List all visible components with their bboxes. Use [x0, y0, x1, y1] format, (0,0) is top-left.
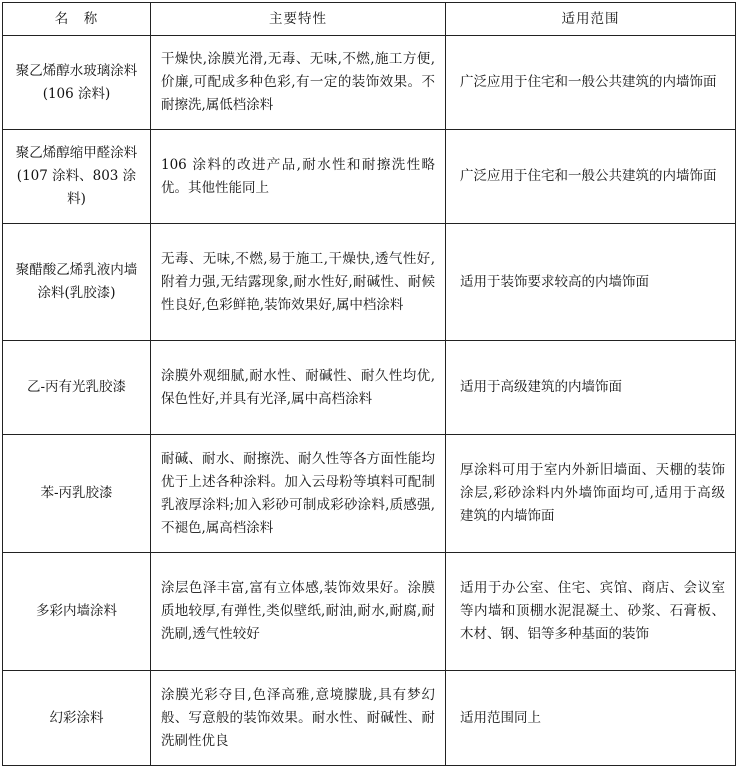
coating-name: 乙-丙有光乳胶漆	[3, 341, 151, 435]
header-properties: 主要特性	[151, 3, 446, 36]
coating-name: 聚醋酸乙烯乳液内墙涂料(乳胶漆)	[3, 224, 151, 341]
coating-scope: 厚涂料可用于室内外新旧墙面、天棚的装饰涂层,彩砂涂料内外墙饰面均可,适用于高级建筑的内墙饰面	[446, 435, 736, 553]
coating-properties: 涂膜外观细腻,耐水性、耐碱性、耐久性均优,保色性好,并具有光泽,属中高档涂料	[151, 341, 446, 435]
header-row	[3, 3, 736, 36]
coating-properties: 涂膜光彩夺目,色泽高雅,意境朦胧,具有梦幻般、写意般的装饰效果。耐水性、耐碱性、耐洗刷性优良	[151, 671, 446, 766]
table-row	[3, 435, 736, 553]
coating-name: 多彩内墙涂料	[3, 553, 151, 671]
coating-scope: 广泛应用于住宅和一般公共建筑的内墙饰面	[446, 130, 736, 224]
coating-properties: 涂层色泽丰富,富有立体感,装饰效果好。涂膜质地较厚,有弹性,类似壁纸,耐油,耐水,耐腐,耐洗刷,透气性较好	[151, 553, 446, 671]
coating-name: 聚乙烯醇水玻璃涂料(106 涂料)	[3, 36, 151, 130]
coating-properties: 耐碱、耐水、耐擦洗、耐久性等各方面性能均优于上述各种涂料。加入云母粉等填料可配制乳液厚涂料;加入彩砂可制成彩砂涂料,质感强,不褪色,属高档涂料	[151, 435, 446, 553]
coating-name: 幻彩涂料	[3, 671, 151, 766]
coating-name: 聚乙烯醇缩甲醛涂料(107 涂料、803 涂料)	[3, 130, 151, 224]
coating-properties: 106 涂料的改进产品,耐水性和耐擦洗性略优。其他性能同上	[151, 130, 446, 224]
coating-scope: 广泛应用于住宅和一般公共建筑的内墙饰面	[446, 36, 736, 130]
coating-name: 苯-丙乳胶漆	[3, 435, 151, 553]
coating-properties: 无毒、无味,不燃,易于施工,干燥快,透气性好,附着力强,无结露现象,耐水性好,耐碱性、耐候性良好,色彩鲜艳,装饰效果好,属中档涂料	[151, 224, 446, 341]
header-scope: 适用范围	[446, 3, 736, 36]
table-row	[3, 36, 736, 130]
header-name: 名 称	[3, 3, 151, 36]
coatings-table	[2, 2, 736, 766]
coating-scope: 适用范围同上	[446, 671, 736, 766]
table-row	[3, 130, 736, 224]
table-row	[3, 671, 736, 766]
coating-properties: 干燥快,涂膜光滑,无毒、无味,不燃,施工方便,价廉,可配成多种色彩,有一定的装饰效果。不耐擦洗,属低档涂料	[151, 36, 446, 130]
table-row	[3, 341, 736, 435]
coating-scope: 适用于办公室、住宅、宾馆、商店、会议室等内墙和顶棚水泥混凝土、砂浆、石膏板、木材、钢、铝等多种基面的装饰	[446, 553, 736, 671]
coating-scope: 适用于高级建筑的内墙饰面	[446, 341, 736, 435]
table-row	[3, 224, 736, 341]
table-row	[3, 553, 736, 671]
coating-scope: 适用于装饰要求较高的内墙饰面	[446, 224, 736, 341]
